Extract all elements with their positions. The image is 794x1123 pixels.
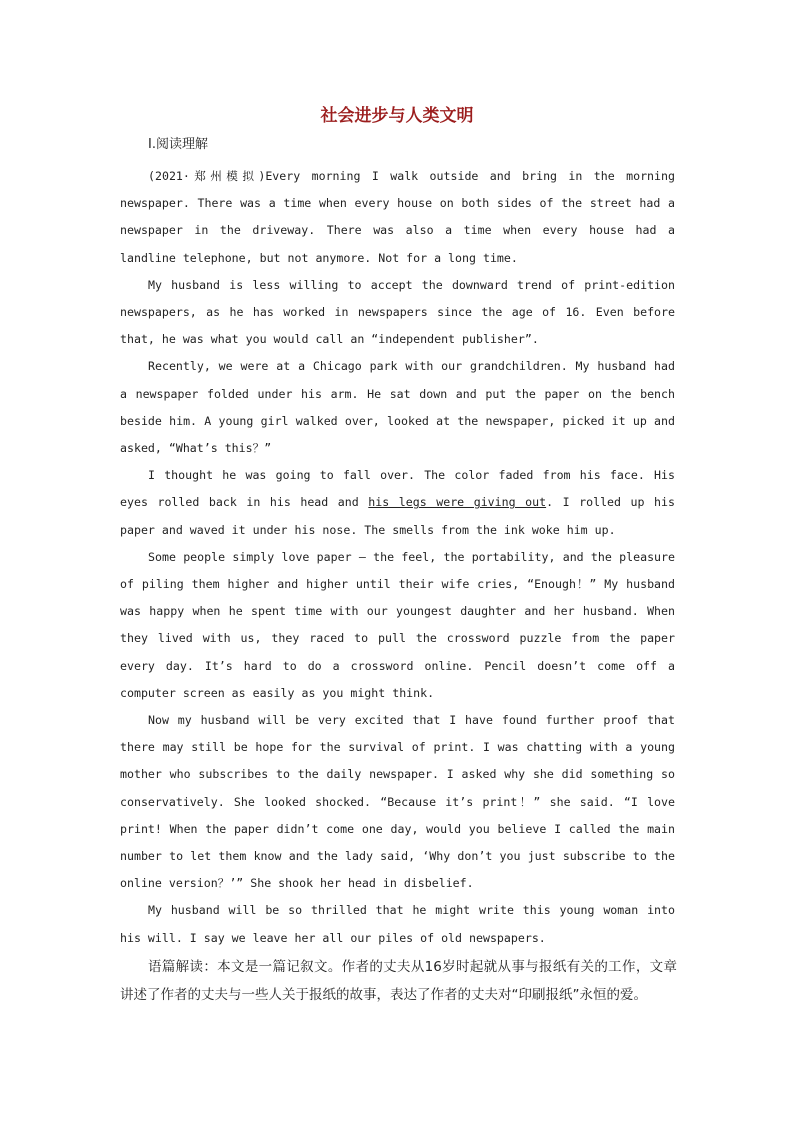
section-heading: Ⅰ.阅读理解 xyxy=(148,137,208,152)
paragraph-text: I thought he was going to fall over. The color faded from his face. His eyes rolled back in his head and xyxy=(120,468,675,510)
passage-paragraph-1 xyxy=(120,163,675,272)
passage-analysis xyxy=(120,953,677,1009)
page-title: 社会进步与人类文明 xyxy=(320,106,474,126)
passage-paragraph-5: Some people simply love paper — the feel, the portability, and the pleasure of piling them higher and higher until their wife cries, “Enough！” My husband was happy when he spent time with our youngest daughter and her husband. When they lived with us, they raced to pull the crossword puzzle from the paper every day. It’s hard to do a crossword online. Pencil doesn’t come off a computer screen as easily as you might think. xyxy=(120,549,675,700)
source-tag: (2021·郑州模拟) xyxy=(148,169,266,183)
passage-paragraph-6: Now my husband will be very excited that I have found further proof that there may still be hope for the survival of print. I was chatting with a young mother who subscribes to the daily newspaper. I asked why she did something so conservatively. She looked shocked. “Because it’s print！” she said. “I love print! When the paper didn’t come one day, would you believe I called the main number to let them know and the lady said, ‘Why don’t you just subscribe to the online version？’” She shook her head in disbelief. xyxy=(120,713,675,891)
passage-paragraph-2: My husband is less willing to accept the downward trend of print-edition newspapers, as he has worked in newspapers since the age of 16. Even before that, he was what you would call an “independent publisher”. xyxy=(120,277,675,347)
passage-paragraph-4 xyxy=(120,462,675,544)
passage-paragraph-7: My husband will be so thrilled that he might write this young woman into his will. I say we leave her all our piles of old newspapers. xyxy=(120,903,675,945)
analysis-text: 语篇解读：本文是一篇记叙文。作者的丈夫从16岁时起就从事与报纸有关的工作，文章讲述了作者的丈夫与一些人关于报纸的故事，表达了作者的丈夫对“印刷报纸”永恒的爱。 xyxy=(120,959,677,1003)
paragraph-text: . I rolled up his paper and waved it under his nose. The smells from the ink woke him up. xyxy=(120,495,675,537)
passage xyxy=(120,163,675,952)
underlined-phrase: his legs were giving out xyxy=(368,495,547,510)
paragraph-text: Every morning I walk outside and bring in the morning newspaper. There was a time when every house on both sides of the street had a newspaper in the driveway. There was also a time when every house had a landline telephone, but not anymore. Not for a long time. xyxy=(120,169,675,265)
passage-paragraph-3: Recently, we were at a Chicago park with our grandchildren. My husband had a newspaper folded under his arm. He sat down and put the paper on the bench beside him. A young girl walked over, looked at the newspaper, picked it up and asked, “What’s this？” xyxy=(120,359,675,456)
